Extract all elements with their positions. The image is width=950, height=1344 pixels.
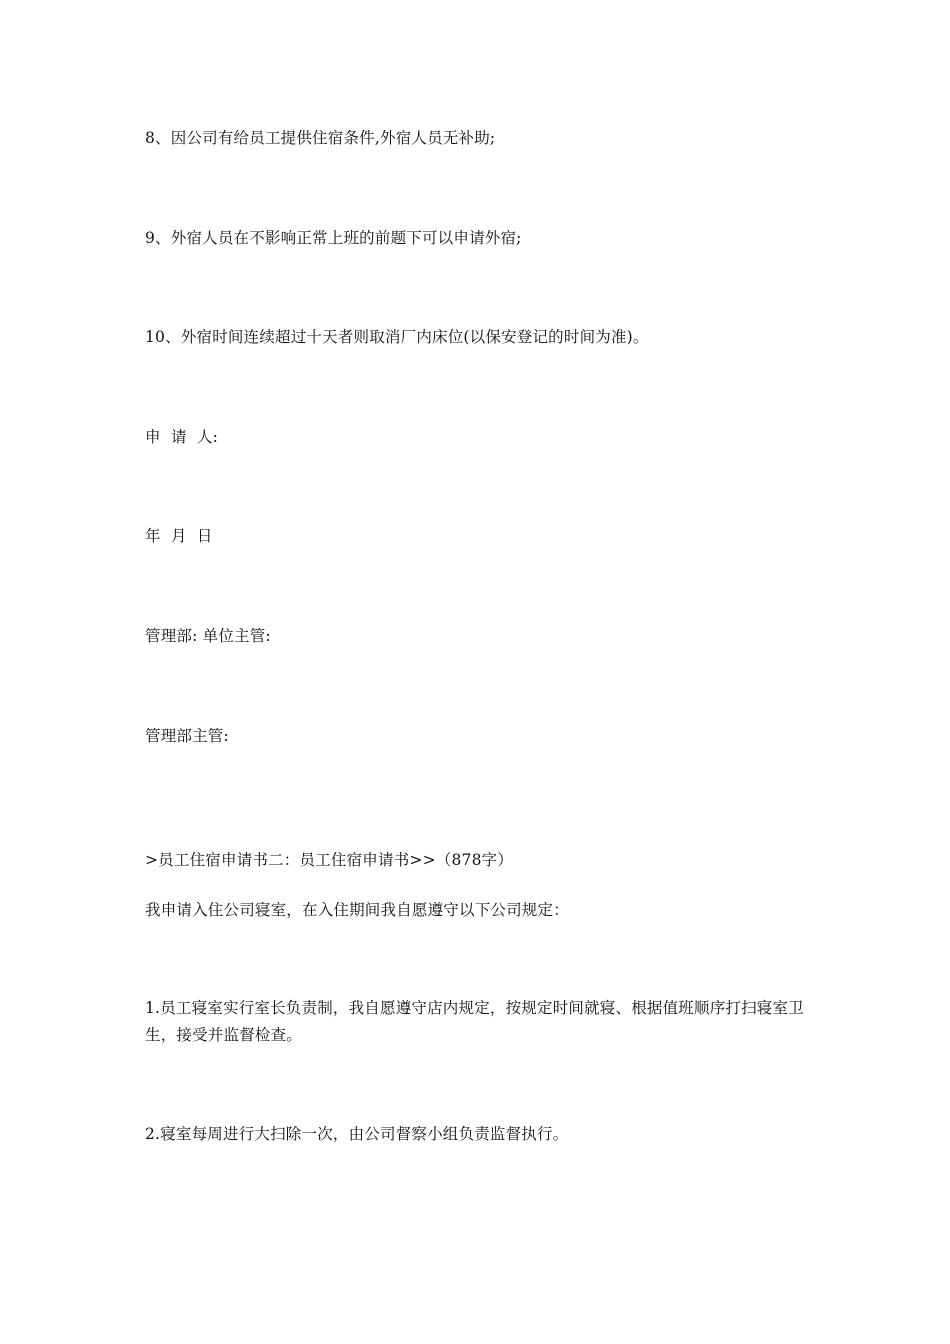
clause-10: 10、外宿时间连续超过十天者则取消厂内床位(以保安登记的时间为准)。	[145, 328, 649, 346]
applicant-label: 申 请 人:	[145, 428, 219, 446]
clause-8: 8、因公司有给员工提供住宿条件,外宿人员无补助;	[145, 129, 496, 147]
section-heading: >员工住宿申请书二：员工住宿申请书>>（878字）	[145, 851, 514, 869]
rule-1: 1.员工寝室实行室长负责制，我自愿遵守店内规定，按规定时间就寝、根据值班顺序打扫寝室卫生，接受并监督检查。	[145, 999, 804, 1044]
rule-2: 2.寝室每周进行大扫除一次，由公司督察小组负责监督执行。	[145, 1125, 569, 1143]
management-head-label: 管理部主管:	[145, 727, 229, 745]
management-unit-supervisor-label: 管理部: 单位主管:	[145, 627, 271, 645]
intro-paragraph: 我申请入住公司寝室，在入住期间我自愿遵守以下公司规定：	[145, 901, 569, 919]
clause-9: 9、外宿人员在不影响正常上班的前题下可以申请外宿;	[145, 229, 522, 247]
date-label: 年 月 日	[145, 527, 213, 545]
